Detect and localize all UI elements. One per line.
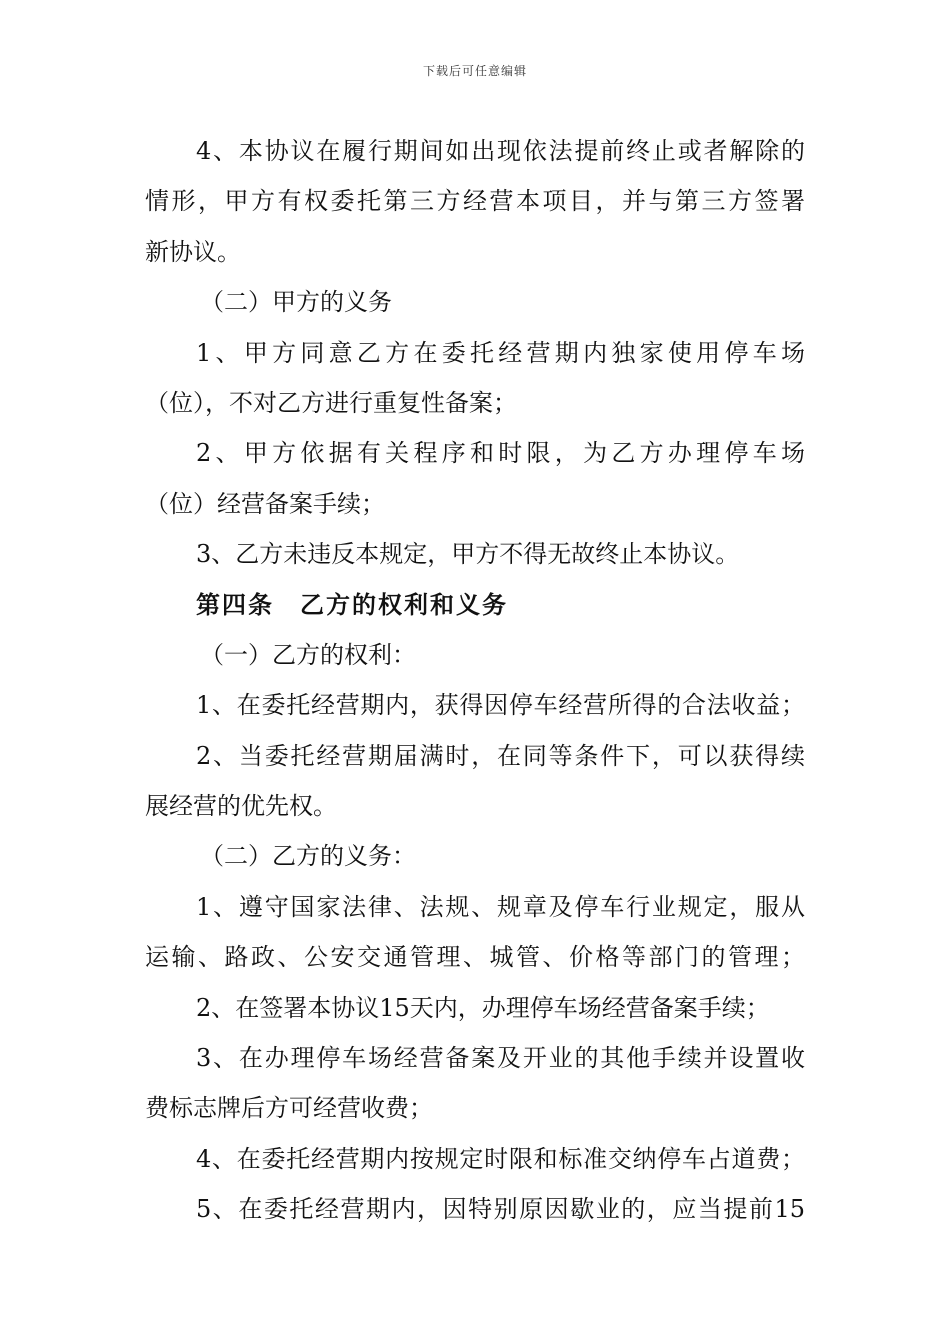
paragraph-line: 3、乙方未违反本规定，甲方不得无故终止本协议。 [196, 540, 740, 569]
paragraph-line: 1、在委托经营期内，获得因停车经营所得的合法收益； [196, 691, 805, 720]
paragraph-line: 4、本协议在履行期间如出现依法提前终止或者解除的 [196, 137, 805, 165]
document-body [145, 126, 805, 1235]
paragraph-line: 2、在签署本协议15天内，办理停车场经营备案手续； [196, 993, 770, 1022]
paragraph-line: 新协议。 [145, 237, 241, 266]
section-heading: （一）乙方的权利： [200, 640, 416, 669]
paragraph-line: 费标志牌后方可经营收费； [145, 1094, 433, 1123]
section-heading: （二）乙方的义务： [200, 842, 416, 871]
paragraph-line: 3、在办理停车场经营备案及开业的其他手续并设置收 [196, 1044, 805, 1073]
paragraph-line: 5、在委托经营期内，因特别原因歇业的，应当提前15 [196, 1195, 805, 1224]
paragraph-line: （位），不对乙方进行重复性备案； [145, 388, 517, 417]
paragraph-line: 情形，甲方有权委托第三方经营本项目，并与第三方签署 [145, 187, 805, 216]
paragraph-line: 4、在委托经营期内按规定时限和标准交纳停车占道费； [196, 1144, 805, 1173]
paragraph-line: 2、当委托经营期届满时，在同等条件下，可以获得续 [196, 741, 805, 770]
paragraph-line: 展经营的优先权。 [145, 792, 337, 821]
article-heading: 第四条 乙方的权利和义务 [196, 590, 508, 619]
paragraph-line: 1、遵守国家法律、法规、规章及停车行业规定，服从 [196, 892, 805, 921]
page-header: 下载后可任意编辑 [422, 64, 527, 78]
paragraph-line: （位）经营备案手续； [145, 489, 385, 518]
paragraph-line: 1、甲方同意乙方在委托经营期内独家使用停车场 [196, 338, 805, 367]
paragraph-line: 运输、路政、公安交通管理、城管、价格等部门的管理； [145, 943, 805, 972]
paragraph-line: 2、甲方依据有关程序和时限，为乙方办理停车场 [196, 439, 805, 468]
section-heading: （二）甲方的义务 [200, 288, 392, 317]
